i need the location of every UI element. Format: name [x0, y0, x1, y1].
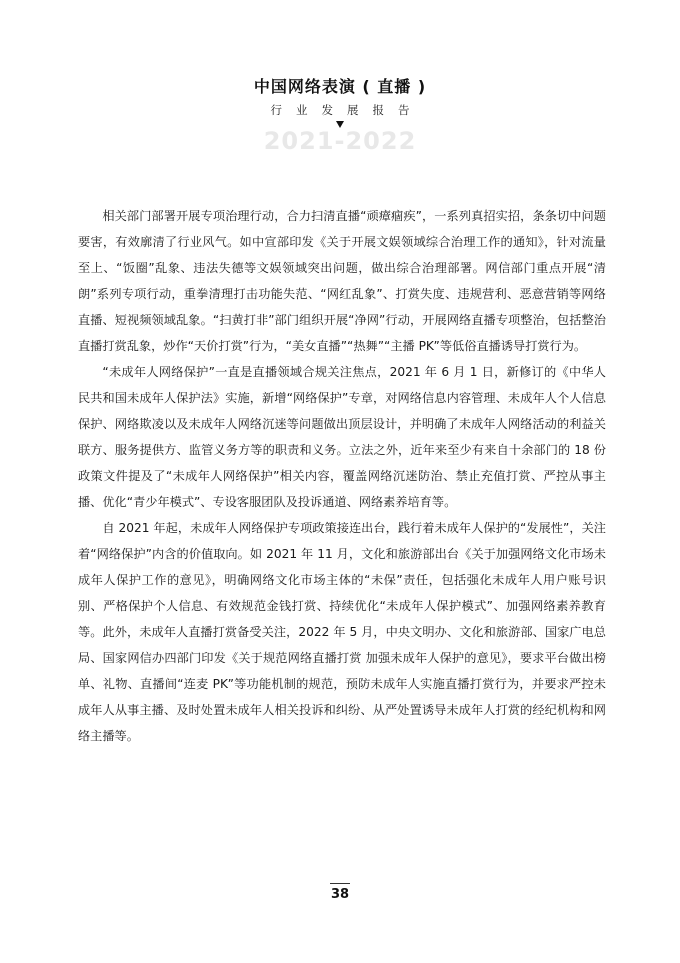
report-subtitle: 行业发展报告	[270, 103, 424, 117]
paragraph: 自 2021 年起，未成年人网络保护专项政策接连出台，践行着未成年人保护的“发展性”，关注着“网络保护”内含的价值取向。如 2021 年 11 月，文化和旅游部出台《关于加强网络文化市场未成年人保护工作的意见》，明确网络文化市场主体的“未保”责任，包括强化未成年人用户账号识别、严格保护个人信息、有效规范金钱打赏、持续优化“未成年人保护模式”、加强网络素养教育等。此外，未成年人直播打赏备受关注，2022 年 5 月，中央文明办、文化和旅游部、国家广电总局、国家网信办四部门印发《关于规范网络直播打赏 加强未成年人保护的意见》，要求平台做出榜单、礼物、直播间“连麦 PK”等功能机制的规范，预防未成年人实施直播打赏行为，并要求严控未成年人从事主播、及时处置未成年人相关投诉和纠纷、从严处置诱导未成年人打赏的经纪机构和网络主播等。	[78, 521, 606, 743]
report-header	[0, 76, 680, 154]
page-footer	[0, 883, 680, 902]
body-text	[78, 203, 606, 749]
paragraph: 相关部门部署开展专项治理行动，合力扫清直播“顽瘴痼疾”，一系列真招实招，条条切中问题要害，有效廓清了行业风气。如中宣部印发《关于开展文娱领域综合治理工作的通知》，针对流量至上、“饭圈”乱象、违法失德等文娱领域突出问题，做出综合治理部署。网信部门重点开展“清朗”系列专项行动，重拳清理打击功能失范、“网红乱象”、打赏失度、违规营利、恶意营销等网络直播、短视频领域乱象。“扫黄打非”部门组织开展“净网”行动，开展网络直播专项整治，包括整治直播打赏乱象，炒作“天价打赏”行为，“美女直播”“热舞”“主播 PK”等低俗直播诱导打赏行为。	[78, 209, 606, 353]
page-number: 38	[330, 887, 350, 902]
footer-divider	[330, 883, 350, 884]
paragraph: “未成年人网络保护”一直是直播领域合规关注焦点，2021 年 6 月 1 日，新修订的《中华人民共和国未成年人保护法》实施，新增“网络保护”专章，对网络信息内容管理、未成年人个人信息保护、网络欺凌以及未成年人网络沉迷等问题做出顶层设计，并明确了未成年人网络活动的利益关联方、服务提供方、监管义务方等的职责和义务。立法之外，近年来至少有来自十余部门的 18 份政策文件提及了“未成年人网络保护”相关内容，覆盖网络沉迷防治、禁止充值打赏、严控从事主播、优化“青少年模式”、专设客服团队及投诉通道、网络素养培育等。	[78, 365, 606, 509]
report-title: 中国网络表演 ( 直播 )	[253, 77, 427, 96]
report-years: 2021-2022	[263, 127, 417, 155]
